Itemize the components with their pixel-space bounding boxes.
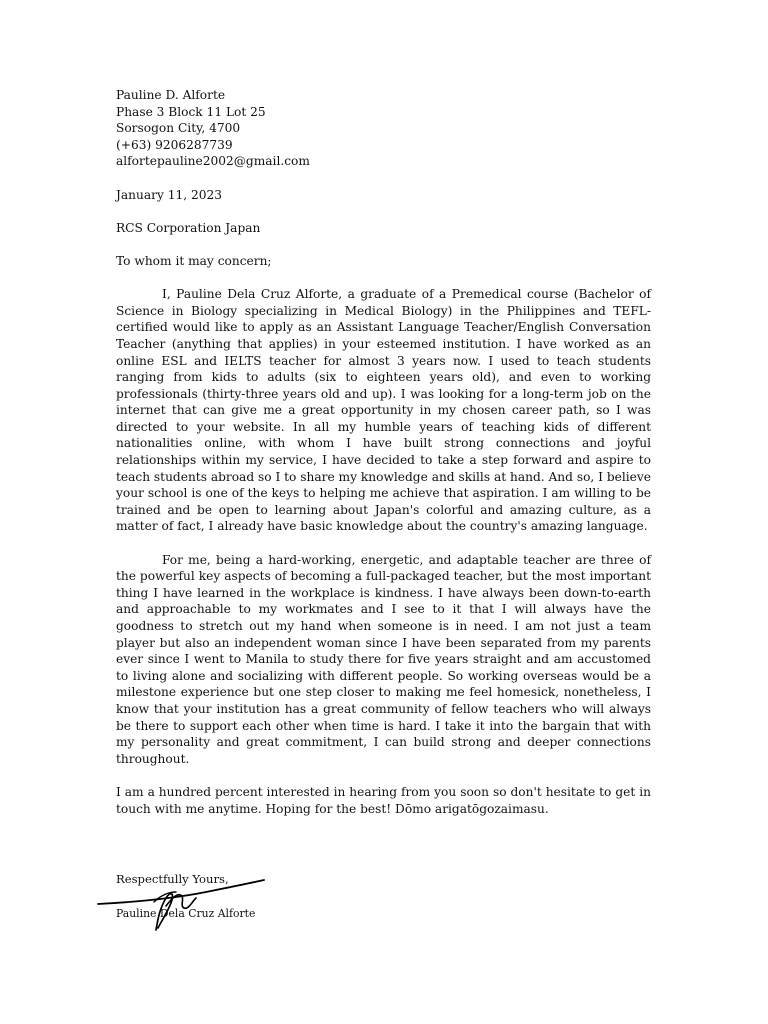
handwritten-signature-icon bbox=[96, 862, 296, 942]
sender-name: Pauline D. Alforte bbox=[116, 88, 226, 102]
signature-area bbox=[96, 862, 296, 942]
recipient: RCS Corporation Japan bbox=[116, 220, 261, 235]
body-paragraph-2: For me, being a hard-working, energetic, and adaptable teacher are three of the powerful key aspects of becoming a full-packaged teacher, but the most important thing I have learned in the workplace is kindness. I have always been down-to-earth and approachable to my workmates and I see to it that I will always have the goodness to stretch out my hand when someone is in need. I am not just a team player but also an independent woman since I have been separated from my parents ever since I went to Manila to study there for five years straight and am accustomed to living alone and socializing with different people. So working overseas would be a milestone experience but one step closer to making me feel homesick, nonetheless, I know that your institution has a great community of fellow teachers who will always be there to support each other when time is hard. I take it into the bargain that with my personality and great commitment, I can build strong and deeper connections throughout. bbox=[116, 552, 651, 766]
spacer bbox=[116, 535, 651, 552]
letter-content bbox=[116, 87, 651, 817]
sender-address-line2: Sorsogon City, 4700 bbox=[116, 121, 241, 136]
letter-date: January 11, 2023 bbox=[116, 187, 222, 202]
body-paragraph-3: I am a hundred percent interested in hearing from you soon so don't hesitate to get in touch with me anytime. Hoping for the best! Dōmo arigatōgozaimasu. bbox=[116, 784, 651, 816]
spacer bbox=[116, 203, 651, 220]
sender-phone: (+63) 9206287739 bbox=[116, 137, 233, 152]
spacer bbox=[116, 170, 651, 187]
closing: Respectfully Yours, bbox=[116, 872, 229, 886]
sender-email: alfortepauline2002@gmail.com bbox=[116, 154, 310, 169]
spacer bbox=[116, 236, 651, 253]
body-paragraph-1: I, Pauline Dela Cruz Alforte, a graduate of a Premedical course (Bachelor of Science in Biology specializing in Medical Biology) in the Philippines and TEFL-certified would like to apply as an Assistant Language Teacher/English Conversation Teacher (anything that applies) in your esteemed institution. I have worked as an online ESL and IELTS teacher for almost 3 years now. I used to teach students ranging from kids to adults (six to eighteen years old), and even to working professionals (thirty-three years old and up). I was looking for a long-term job on the internet that can give me a great opportunity in my chosen career path, so I was directed to your website. In all my humble years of teaching kids of different nationalities online, with whom I have built strong connections and joyful relationships within my service, I have decided to take a step forward and aspire to teach students abroad so I to share my knowledge and skills at hand. And so, I believe your school is one of the keys to helping me achieve that aspiration. I am willing to be trained and be open to learning about Japan's colorful and amazing culture, as a matter of fact, I already have basic knowledge about the country's amazing language. bbox=[116, 287, 651, 534]
spacer bbox=[116, 767, 651, 784]
sender-block bbox=[116, 87, 651, 170]
sender-address-line1: Phase 3 Block 11 Lot 25 bbox=[116, 104, 266, 119]
salutation: To whom it may concern; bbox=[116, 253, 272, 268]
spacer bbox=[116, 270, 651, 287]
signature-name: Pauline Dela Cruz Alforte bbox=[116, 907, 256, 920]
